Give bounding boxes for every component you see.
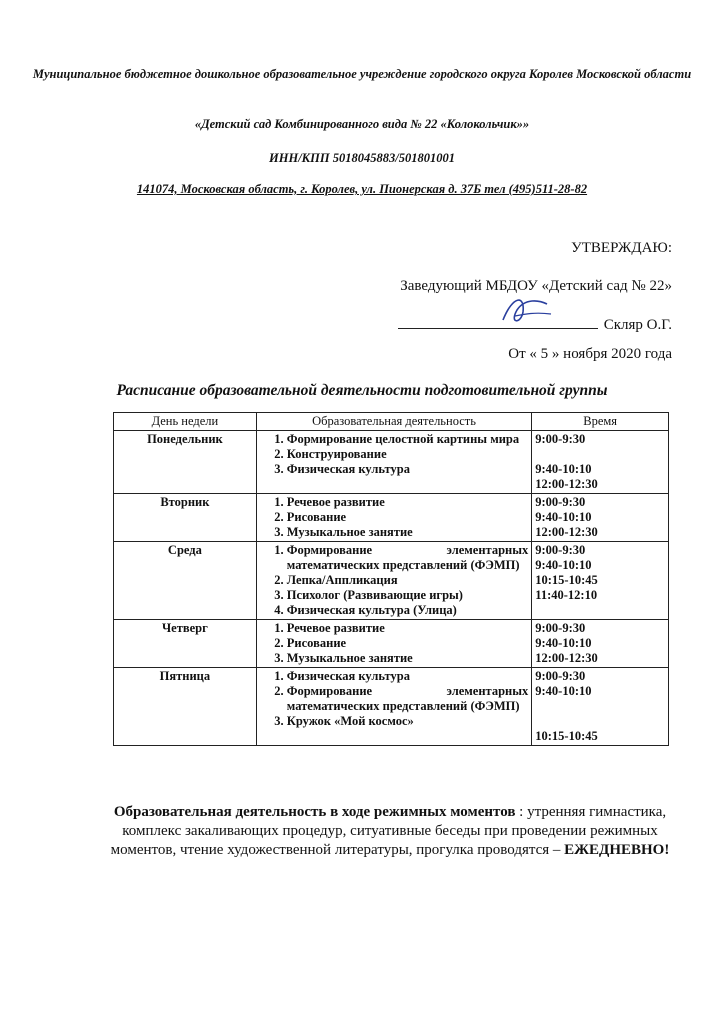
activity-item: 1. Формирование элементарных математических представлений (ФЭМП): [287, 543, 528, 573]
footer-emphasis: ЕЖЕДНЕВНО!: [564, 842, 670, 858]
row-times: [532, 620, 669, 668]
activity-item: 2. Конструирование: [287, 447, 528, 462]
activity-item: 2. Формирование элементарных математических представлений (ФЭМП): [287, 684, 528, 714]
header-day: День недели: [114, 413, 257, 431]
table-header-row: [114, 413, 669, 431]
row-times: [532, 431, 669, 494]
approval-name: Скляр О.Г.: [603, 317, 672, 333]
time-slot: 9:40-10:10: [535, 510, 592, 524]
activity-item: 2. Лепка/Аппликация: [287, 573, 528, 588]
time-slot: 9:40-10:10: [535, 558, 592, 572]
approval-title: УТВЕРЖДАЮ:: [571, 240, 672, 256]
row-day: Среда: [114, 542, 257, 620]
time-slot: 12:00-12:30: [535, 477, 598, 491]
row-activities: [256, 668, 531, 746]
time-slot: 11:40-12:10: [535, 588, 598, 602]
time-slot: 10:15-10:45: [535, 729, 598, 743]
activity-item: 1. Речевое развитие: [287, 621, 528, 636]
row-activities: [256, 494, 531, 542]
activity-item: 1. Речевое развитие: [287, 495, 528, 510]
activity-item: 2. Рисование: [287, 510, 528, 525]
time-slot: 9:00-9:30: [535, 621, 586, 635]
footer-note: [105, 803, 675, 860]
address-line: 141074, Московская область, г. Королев, ул. Пионерская д. 37Б тел (495)511-28-82: [136, 182, 588, 196]
activity-item: 1. Физическая культура: [287, 669, 528, 684]
time-slot: 9:40-10:10: [535, 684, 592, 698]
row-day: Четверг: [114, 620, 257, 668]
activity-item: 1. Формирование целостной картины мира: [287, 432, 528, 447]
time-slot: 9:00-9:30: [535, 543, 586, 557]
footer-bold-lead: Образовательная деятельность в ходе режимных моментов: [113, 804, 516, 820]
header-activity: Образовательная деятельность: [256, 413, 531, 431]
row-day: Пятница: [114, 668, 257, 746]
row-activities: [256, 542, 531, 620]
time-slot: 9:40-10:10: [535, 462, 592, 476]
org-name: Муниципальное бюджетное дошкольное образовательное учреждение городского округа Королев Московской области: [32, 67, 692, 81]
time-slot: 9:40-10:10: [535, 636, 592, 650]
approval-date: От « 5 » ноября 2020 года: [508, 346, 672, 362]
row-activities: [256, 431, 531, 494]
table-row: [114, 431, 669, 494]
approval-position: Заведующий МБДОУ «Детский сад № 22»: [400, 278, 672, 294]
activity-item: 4. Физическая культура (Улица): [287, 603, 528, 618]
table-row: [114, 542, 669, 620]
time-slot: 12:00-12:30: [535, 525, 598, 539]
activity-item: 3. Кружок «Мой космос»: [287, 714, 528, 729]
time-slot: 9:00-9:30: [535, 495, 586, 509]
time-slot: 12:00-12:30: [535, 651, 598, 665]
table-row: [114, 668, 669, 746]
row-times: [532, 668, 669, 746]
activity-item: 3. Музыкальное занятие: [287, 525, 528, 540]
time-slot: 9:00-9:30: [535, 669, 586, 683]
inn-kpp: ИНН/КПП 5018045883/501801001: [269, 151, 455, 165]
header-time: Время: [532, 413, 669, 431]
time-slot: 10:15-10:45: [535, 573, 598, 587]
activity-item: 2. Рисование: [287, 636, 528, 651]
time-slot: [535, 699, 665, 714]
kindergarten-name: «Детский сад Комбинированного вида № 22 «Колокольчик»»: [194, 117, 530, 131]
activity-item: 3. Физическая культура: [287, 462, 528, 477]
row-day: Вторник: [114, 494, 257, 542]
row-activities: [256, 620, 531, 668]
row-times: [532, 494, 669, 542]
schedule-title: Расписание образовательной деятельности подготовительной группы: [116, 382, 608, 399]
row-times: [532, 542, 669, 620]
row-day: Понедельник: [114, 431, 257, 494]
signature-icon: [495, 290, 555, 330]
table-row: [114, 620, 669, 668]
time-slot: 9:00-9:30: [535, 432, 586, 446]
activity-item: 3. Музыкальное занятие: [287, 651, 528, 666]
schedule-table: [113, 412, 669, 746]
footer-text: : утренняя гимнастика, комплекс закаливающих процедур, ситуативные беседы при проведении режимных моментов, чтение художественной литературы, прогулка проводятся –: [110, 804, 667, 858]
table-row: [114, 494, 669, 542]
time-slot: [535, 447, 665, 462]
time-slot: [535, 714, 665, 729]
activity-item: 3. Психолог (Развивающие игры): [287, 588, 528, 603]
